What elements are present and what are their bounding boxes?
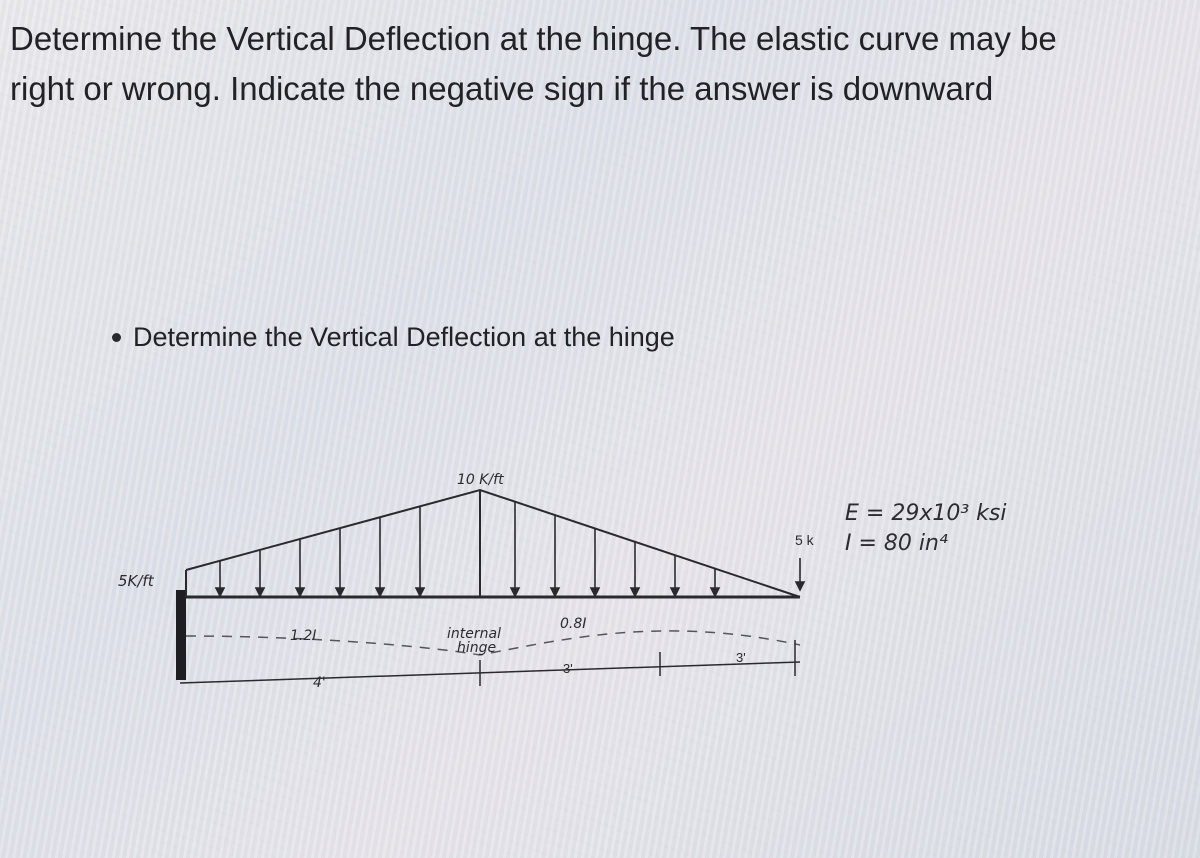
point-load-arrow	[796, 558, 804, 590]
hinge-label-line2: hinge	[457, 640, 497, 656]
question-line-2: right or wrong. Indicate the negative sign if the answer is downward	[10, 70, 994, 107]
point-load-label: 5 k	[795, 532, 814, 548]
peak-load-label: 10 K/ft	[457, 472, 504, 488]
modulus-label: E = 29x10³ ksi	[845, 501, 1007, 526]
inertia-label: I = 80 in⁴	[845, 531, 948, 556]
dimension-label-3: 3'	[736, 650, 746, 665]
bullet-icon	[112, 333, 121, 342]
right-stiffness-label: 0.8I	[560, 616, 587, 632]
left-load-label: 5K/ft	[118, 572, 154, 590]
load-diagram-outline	[186, 490, 800, 597]
bullet-item	[112, 322, 675, 353]
question-text	[10, 14, 1160, 114]
question-line-1: Determine the Vertical Deflection at the hinge. The elastic curve may be	[10, 20, 1057, 57]
dimension-label-1: 4'	[313, 675, 326, 691]
beam-diagram	[0, 440, 1200, 740]
left-stiffness-label: 1.2I	[290, 628, 317, 644]
hinge-label-line1: internal	[447, 626, 501, 642]
bullet-text: Determine the Vertical Deflection at the hinge	[133, 322, 675, 352]
dimension-label-2: 3'	[563, 661, 573, 676]
fixed-support	[176, 590, 186, 680]
load-arrows	[216, 502, 719, 596]
dimension-line	[180, 662, 800, 683]
